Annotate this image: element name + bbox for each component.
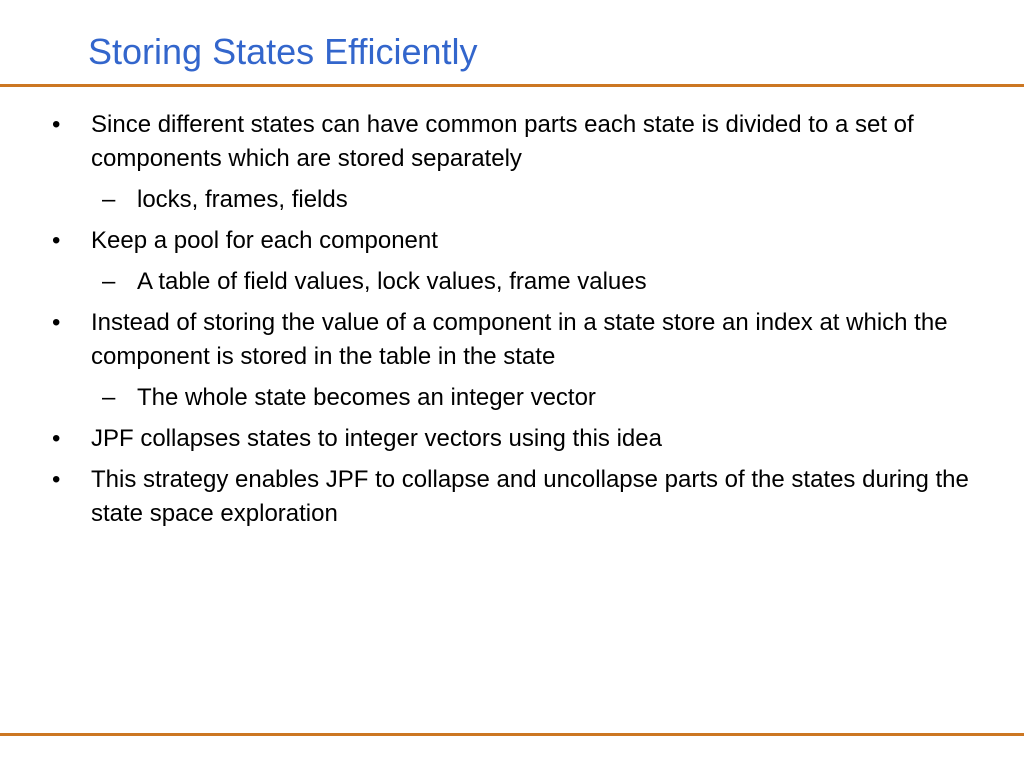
sub-bullet-text: locks, frames, fields [137, 186, 348, 213]
footer-divider [0, 733, 1024, 736]
bullet-text: JPF collapses states to integer vectors using this idea [91, 425, 662, 452]
bullet-list [52, 108, 982, 538]
bullet-marker: • [52, 466, 61, 493]
bullet-text: Instead of storing the value of a component in a state store an index at which the component is stored in the table in the state [91, 309, 948, 370]
slide-title: Storing States Efficiently [88, 31, 478, 72]
bullet-item [52, 108, 982, 176]
bullet-marker: • [52, 309, 61, 336]
sub-bullet-marker: – [102, 384, 116, 411]
bullet-text: This strategy enables JPF to collapse and uncollapse parts of the states during the state space exploration [91, 466, 969, 527]
sub-bullet-item [52, 265, 982, 299]
bullet-marker: • [52, 425, 61, 452]
title-divider [0, 84, 1024, 87]
sub-bullet-item [52, 183, 982, 217]
bullet-text: Keep a pool for each component [91, 227, 438, 254]
bullet-item [52, 306, 982, 374]
sub-bullet-text: A table of field values, lock values, frame values [137, 268, 647, 295]
bullet-item [52, 463, 982, 531]
sub-bullet-marker: – [102, 268, 116, 295]
sub-bullet-text: The whole state becomes an integer vector [137, 384, 596, 411]
bullet-marker: • [52, 111, 61, 138]
bullet-item [52, 422, 982, 456]
bullet-marker: • [52, 227, 61, 254]
bullet-text: Since different states can have common parts each state is divided to a set of components which are stored separately [91, 111, 914, 172]
sub-bullet-item [52, 381, 982, 415]
sub-bullet-marker: – [102, 186, 116, 213]
bullet-item [52, 224, 982, 258]
